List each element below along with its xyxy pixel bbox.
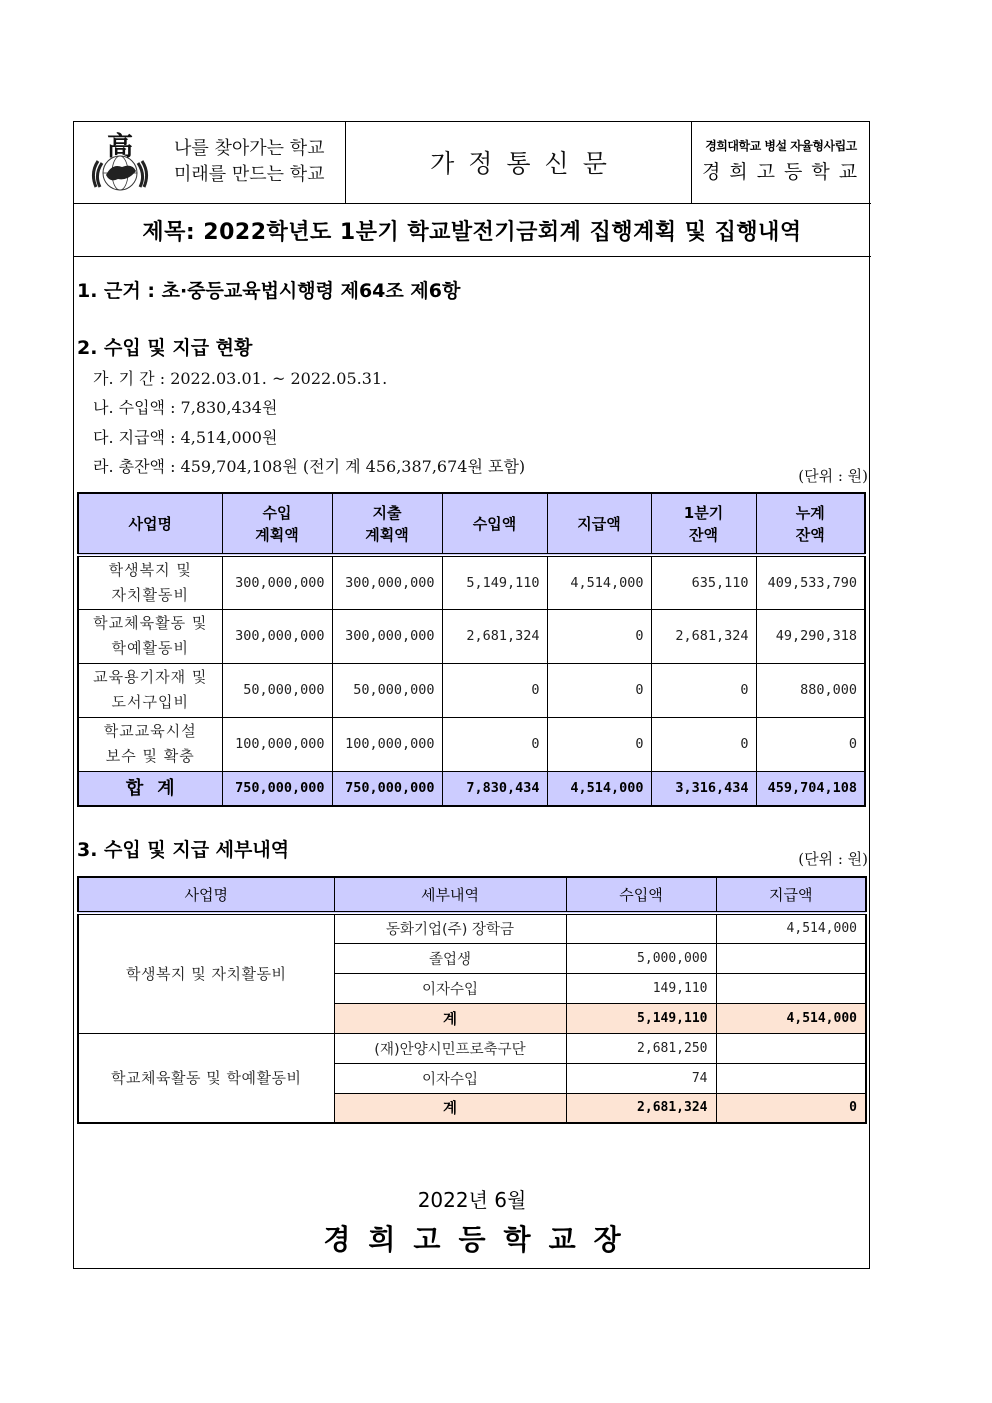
summary-header-row: [78, 493, 865, 555]
section-1-heading: 1. 근거 : 초·중등교육법시행령 제64조 제6항: [77, 280, 461, 302]
expense-cell: 4,514,000: [716, 913, 866, 943]
document-title: 제목: 2022학년도 1분기 학교발전기금회계 집행계획 및 집행내역: [73, 204, 871, 257]
subtotal-label: 계: [334, 1093, 566, 1123]
amount-cell: 4,514,000: [547, 555, 651, 609]
amount-cell: 0: [547, 609, 651, 663]
amount-cell: 2,681,324: [442, 609, 547, 663]
project-name-line-2: 학예활동비: [111, 639, 189, 657]
summary-row: [78, 555, 865, 609]
summary-total-row: [78, 771, 865, 806]
summary-row: [78, 609, 865, 663]
total-amount-cell: 4,514,000: [547, 771, 651, 806]
unit-label-1: (단위 : 원): [798, 467, 868, 485]
income-line: 나. 수입액 : 7,830,434원: [93, 398, 278, 417]
section-2-heading: 2. 수입 및 지급 현황: [77, 337, 253, 359]
school-name: 경희고등학교: [701, 161, 867, 183]
expense-cell: [716, 973, 866, 1003]
header-title-cell: [346, 121, 692, 203]
income-cell: 149,110: [566, 973, 716, 1003]
amount-cell: 0: [651, 663, 756, 717]
project-name-line-1: 학생복지 및: [108, 560, 192, 579]
amount-cell: 880,000: [756, 663, 865, 717]
col-header-expense: 지급액: [716, 877, 866, 913]
total-amount-cell: 3,316,434: [651, 771, 756, 806]
col-header-income: 수입액: [566, 877, 716, 913]
expense-cell: [716, 1033, 866, 1063]
amount-cell: 635,110: [651, 555, 756, 609]
school-slogan: [174, 136, 325, 188]
amount-cell: 300,000,000: [222, 555, 332, 609]
project-name-cell: 학교체육활동 및 학예활동비: [78, 1033, 334, 1123]
amount-cell: 100,000,000: [222, 717, 332, 771]
school-affiliation: 경희대학교 병설 자율형사립고: [705, 139, 857, 153]
unit-label-2: (단위 : 원): [798, 850, 868, 868]
col-header-cumulative-balance: 누계 잔액: [756, 493, 865, 555]
detail-header-row: [78, 877, 866, 913]
col-header-expense-plan: 지출 계획액: [332, 493, 442, 555]
svg-text:高: 高: [106, 132, 134, 162]
amount-cell: 300,000,000: [332, 555, 442, 609]
project-name-line-2: 자치활동비: [111, 585, 189, 604]
col-header-income-plan: 수입 계획액: [222, 493, 332, 555]
slogan-line-2: 미래를 만드는 학교: [174, 164, 325, 185]
total-amount-cell: 459,704,108: [756, 771, 865, 806]
amount-cell: 0: [756, 717, 865, 771]
income-cell: [566, 913, 716, 943]
project-name-line-1: 학교교육시설: [103, 722, 197, 740]
balance-line: 라. 총잔액 : 459,704,108원 (전기 계 456,387,674원 포함): [93, 457, 526, 476]
school-emblem-logo: [82, 129, 154, 193]
project-name-line-1: 교육용기자재 및: [93, 668, 208, 686]
amount-cell: 0: [547, 717, 651, 771]
amount-cell: 5,149,110: [442, 555, 547, 609]
expense-cell: [716, 943, 866, 973]
amount-cell: 0: [442, 663, 547, 717]
total-amount-cell: 750,000,000: [222, 771, 332, 806]
section-3-heading: 3. 수입 및 지급 세부내역: [77, 839, 290, 861]
col-header-project: 사업명: [78, 877, 334, 913]
project-name-cell: [78, 609, 222, 663]
summary-row: [78, 717, 865, 771]
newsletter-title: 가정통신문: [430, 149, 621, 178]
total-amount-cell: 750,000,000: [332, 771, 442, 806]
amount-cell: 2,681,324: [651, 609, 756, 663]
detail-cell: 이자수입: [334, 1063, 566, 1093]
col-header-detail: 세부내역: [334, 877, 566, 913]
col-header-expense: 지급액: [547, 493, 651, 555]
project-name-cell: [78, 555, 222, 609]
summary-table: [77, 492, 866, 807]
project-name-cell: [78, 717, 222, 771]
col-header-project: 사업명: [78, 493, 222, 555]
amount-cell: 409,533,790: [756, 555, 865, 609]
amount-cell: 49,290,318: [756, 609, 865, 663]
header-slogan-cell: [73, 121, 346, 203]
amount-cell: 300,000,000: [332, 609, 442, 663]
detail-row: [78, 913, 866, 943]
letter-header: [73, 121, 871, 204]
detail-table: [77, 876, 867, 1124]
amount-cell: 300,000,000: [222, 609, 332, 663]
income-cell: 74: [566, 1063, 716, 1093]
subtotal-label: 계: [334, 1003, 566, 1033]
amount-cell: 0: [547, 663, 651, 717]
project-name-line-2: 도서구입비: [111, 693, 189, 711]
detail-row: [78, 1033, 866, 1063]
project-name-cell: [78, 663, 222, 717]
project-name-line-1: 학교체육활동 및: [93, 614, 208, 632]
amount-cell: 50,000,000: [332, 663, 442, 717]
subtotal-expense: 4,514,000: [716, 1003, 866, 1033]
subtotal-income: 2,681,324: [566, 1093, 716, 1123]
summary-row: [78, 663, 865, 717]
amount-cell: 100,000,000: [332, 717, 442, 771]
expense-line: 다. 지급액 : 4,514,000원: [93, 428, 278, 447]
issue-date: 2022년 6월: [417, 1188, 527, 1212]
principal-signature: 경희고등학교장: [323, 1223, 639, 1256]
subtotal-expense: 0: [716, 1093, 866, 1123]
income-cell: 5,000,000: [566, 943, 716, 973]
col-header-quarter-balance: 1분기 잔액: [651, 493, 756, 555]
total-amount-cell: 7,830,434: [442, 771, 547, 806]
amount-cell: 0: [651, 717, 756, 771]
amount-cell: 0: [442, 717, 547, 771]
project-name-cell: 학생복지 및 자치활동비: [78, 913, 334, 1033]
detail-cell: 졸업생: [334, 943, 566, 973]
detail-cell: 동화기업(주) 장학금: [334, 913, 566, 943]
amount-cell: 50,000,000: [222, 663, 332, 717]
period-line: 가. 기 간 : 2022.03.01. ~ 2022.05.31.: [93, 369, 388, 388]
col-header-income: 수입액: [442, 493, 547, 555]
project-name-line-2: 보수 및 확충: [105, 747, 195, 765]
income-cell: 2,681,250: [566, 1033, 716, 1063]
detail-cell: 이자수입: [334, 973, 566, 1003]
detail-cell: (재)안양시민프로축구단: [334, 1033, 566, 1063]
subtotal-income: 5,149,110: [566, 1003, 716, 1033]
total-label: 합계: [78, 771, 222, 806]
slogan-line-1: 나를 찾아가는 학교: [174, 138, 325, 159]
header-school-cell: [692, 121, 870, 203]
expense-cell: [716, 1063, 866, 1093]
